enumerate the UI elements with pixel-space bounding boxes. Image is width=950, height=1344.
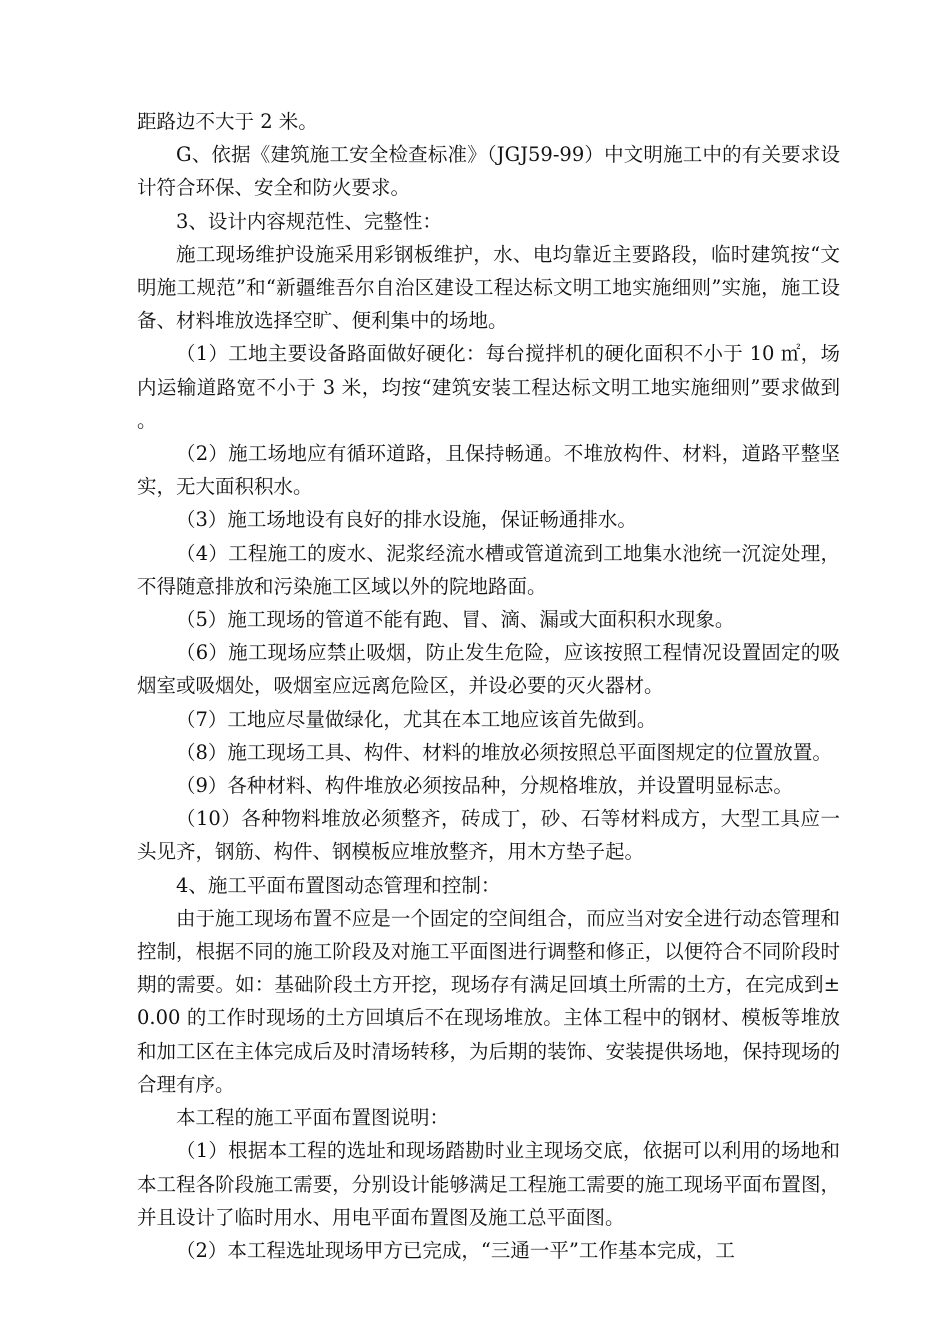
list-item: （1）工地主要设备路面做好硬化：每台搅拌机的硬化面积不小于 10 ㎡，场内运输道路宽不小于 3 米，均按“建筑安装工程达标文明工地实施细则”要求做到。	[137, 342, 840, 432]
list-item: （3）施工场地设有良好的排水设施，保证畅通排水。	[176, 508, 637, 532]
list-item: （6）施工现场应禁止吸烟，防止发生危险，应该按照工程情况设置固定的吸烟室或吸烟处，吸烟室应远离危险区，并设必要的灭火器材。	[137, 641, 840, 698]
paragraph: 本工程的施工平面布置图说明：	[176, 1106, 450, 1130]
list-item: （5）施工现场的管道不能有跑、冒、滴、漏或大面积积水现象。	[176, 608, 735, 632]
list-item: （8）施工现场工具、构件、材料的堆放必须按照总平面图规定的位置放置。	[176, 740, 832, 764]
list-item: （9）各种材料、构件堆放必须按品种，分规格堆放，并设置明显标志。	[176, 774, 793, 798]
list-item: （10）各种物料堆放必须整齐，砖成丁，砂、石等材料成方，大型工具应一头见齐，钢筋、构件、钢模板应堆放整齐，用木方垫子起。	[137, 807, 840, 864]
document-body	[137, 105, 840, 1267]
list-item: （7）工地应尽量做绿化，尤其在本工地应该首先做到。	[176, 707, 657, 731]
list-item: （2）施工场地应有循环道路，且保持畅通。不堆放构件、材料，道路平整坚实，无大面积积水。	[137, 442, 840, 499]
list-item: （4）工程施工的废水、泥浆经流水槽或管道流到工地集水池统一沉淀处理，不得随意排放和污染施工区域以外的院地路面。	[137, 541, 840, 598]
paragraph: G、依据《建筑施工安全检查标准》（JGJ59-99）中文明施工中的有关要求设计符合环保、安全和防火要求。	[137, 143, 840, 200]
section-heading: 4、施工平面布置图动态管理和控制：	[176, 873, 501, 897]
list-item: （1）根据本工程的选址和现场踏勘时业主现场交底，依据可以利用的场地和本工程各阶段施工需要，分别设计能够满足工程施工需要的施工现场平面布置图，并且设计了临时用水、用电平面布置图及施工总平面图。	[137, 1139, 840, 1229]
section-heading: 3、设计内容规范性、完整性：	[176, 209, 442, 233]
list-item: （2）本工程选址现场甲方已完成，“三通一平”工作基本完成，工	[176, 1238, 735, 1262]
paragraph: 由于施工现场布置不应是一个固定的空间组合，而应当对安全进行动态管理和控制，根据不同的施工阶段及对施工平面图进行调整和修正，以便符合不同阶段时期的需要。如：基础阶段土方开挖，现场存有满足回填土所需的土方，在完成到±0.00 的工作时现场的土方回填后不在现场堆放。主体工程中的钢材、模板等堆放和加工区在主体完成后及时清场转移，为后期的装饰、安装提供场地，保持现场的合理有序。	[137, 906, 840, 1096]
paragraph: 距路边不大于 2 米。	[137, 110, 318, 133]
paragraph: 施工现场维护设施采用彩钢板维护，水、电均靠近主要路段，临时建筑按“文明施工规范”和“新疆维吾尔自治区建设工程达标文明工地实施细则”实施，施工设备、材料堆放选择空旷、便利集中的场地。	[137, 242, 840, 333]
